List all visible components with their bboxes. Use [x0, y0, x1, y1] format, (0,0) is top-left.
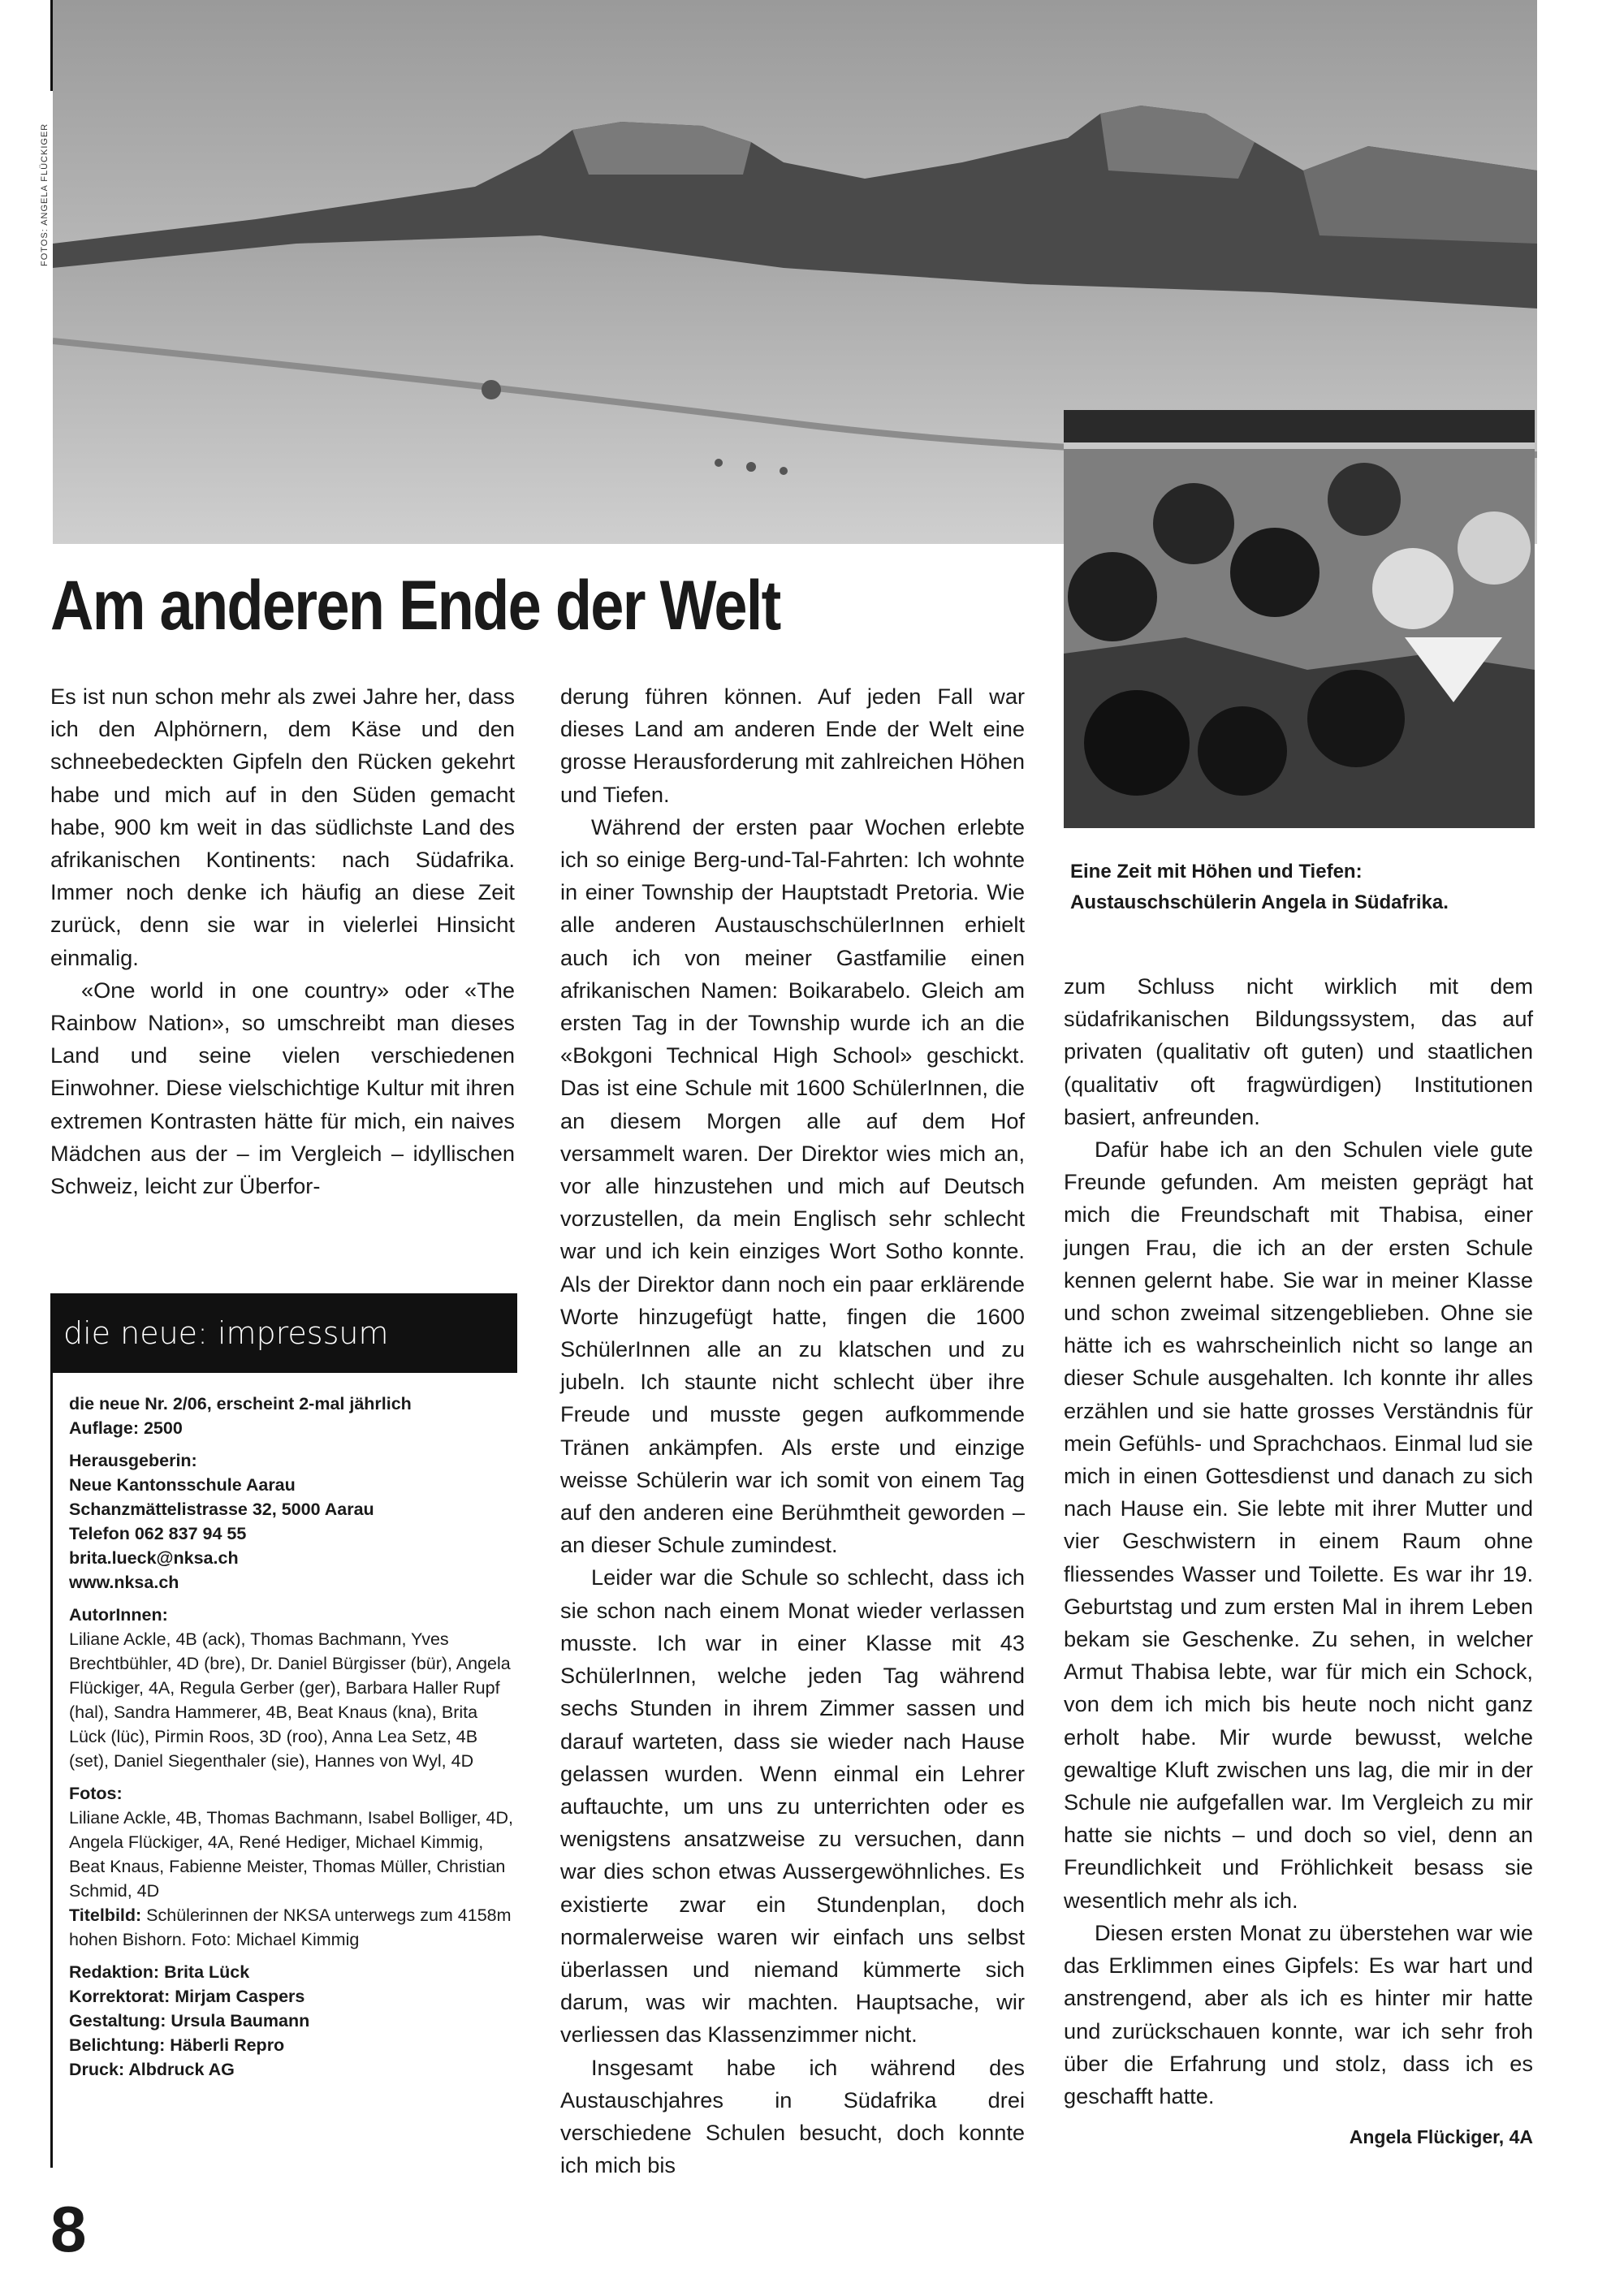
article-column-2 — [560, 680, 1025, 2182]
article-column-1 — [50, 680, 515, 1202]
photo-credit: FOTOS: ANGELA FLÜCKIGER — [40, 123, 50, 266]
impressum-cover: Schülerinnen der NKSA unterwegs zum 4158m hohen Bishorn. Foto: Michael Kimmig — [69, 1905, 512, 1949]
article-column-3 — [1064, 970, 1533, 2153]
impressum-circulation: Auflage: 2500 — [69, 1418, 183, 1438]
caption-line-2: Austauschschülerin Angela in Südafrika. — [1070, 891, 1449, 913]
impressum-cover-label: Titelbild: — [69, 1905, 142, 1925]
impressum-exposure: Belichtung: Häberli Repro — [69, 2035, 285, 2055]
page-number: 8 — [50, 2193, 87, 2265]
impressum-editor: Redaktion: Brita Lück — [69, 1962, 250, 1982]
impressum-photos-label: Fotos: — [69, 1784, 123, 1803]
author-signature: Angela Flückiger, 4A — [1349, 2126, 1533, 2148]
impressum-publisher: Neue Kantonsschule Aarau — [69, 1475, 296, 1495]
section-tag-impressum: die neue: impressum — [50, 1293, 517, 1373]
paragraph: «One world in one country» oder «The Rainbow Nation», so umschreibt man dieses Land und seine vielen verschiedenen Einwohner. Diese vielschichtige Kultur mit ihren extremen Kontrasten hätte für mich, ein naives Mädchen aus der – im Vergleich – idyllischen Schweiz, leicht zur Überfor- — [50, 977, 515, 1199]
impressum-proof: Korrektorat: Mirjam Caspers — [69, 1987, 305, 2006]
impressum-authors-label: AutorInnen: — [69, 1605, 168, 1625]
paragraph: derung führen können. Auf jeden Fall war dieses Land am anderen Ende der Welt eine grosse Herausforderung mit zahlreichen Höhen und Tiefen. — [560, 684, 1025, 807]
article-headline: Am anderen Ende der Welt — [50, 567, 780, 645]
photo-caption — [1070, 857, 1541, 918]
paragraph: Diesen ersten Monat zu überstehen war wie das Erklimmen eines Gipfels: Es war hart und anstrengend, aber als ich es hinter mir hatte und zurückschauen konnte, war ich sehr froh über die Erfahrung und stolz, dass ich es geschafft hatte. — [1064, 1919, 1533, 2108]
impressum-email: brita.lueck@nksa.ch — [69, 1548, 239, 1568]
paragraph: Dafür habe ich an den Schulen viele gute Freunde gefunden. Am meisten geprägt hat mich die Freundschaft mit Thabisa, einer jungen Frau, die ich an der ersten Schule kennen gelernt habe. Sie war in meiner Klasse und schon zweimal sitzengeblieben. Ohne sie hätte ich es wahrscheinlich nicht so lange an dieser Schule ausgehalten. Ich konnte ihr alles erzählen und sie hatte grosses Verständnis für mein Gefühls- und Sprachchaos. Einmal lud sie mich in einen Gottesdienst und danach zu sich nach Hause ein. Sie lebte mit ihrer Mutter und vier Geschwistern in einem Raum ohne fliessendes Wasser und Toilette. Es war ihr 19. Geburtstag und zum ersten Mal in ihrem Leben bekam sie Geschenke. Zu sehen, in welcher Armut Thabisa lebte, war für mich ein Schock, von dem ich mich bis heute noch nicht ganz erholt habe. Mir wurde bewusst, welche gewaltige Kluft zwischen uns lag, die mir in der Schule nie aufgefallen war. Im Vergleich zu mir hatte sie nichts – und doch so viel, denn an Freundlichkeit und Fröhlichkeit besass sie wesentlich mehr als ich. — [1064, 1137, 1533, 1913]
impressum-publisher-label: Herausgeberin: — [69, 1451, 197, 1470]
impressum-design: Gestaltung: Ursula Baumann — [69, 2011, 310, 2031]
impressum-website: www.nksa.ch — [69, 1573, 179, 1592]
paragraph: Leider war die Schule so schlecht, dass ich sie schon nach einem Monat wieder verlassen musste. Ich war in einer Klasse mit 43 SchülerInnen, welche jeden Tag während sechs Stunden in ihrem Zimmer sassen und darauf warteten, dass sie wieder nach Hause gelassen wurden. Wenn einmal ein Lehrer auftauchte, um uns zu unterrichten oder es wenigstens ansatzweise zu versuchen, dann war dies schon etwas Aussergewöhnliches. Es existierte zwar ein Stundenplan, doch normalerweise waren wir einfach uns selbst überlassen und niemand kümmerte sich darum, was wir machten. Hauptsache, wir verliessen das Klassenzimmer nicht. — [560, 1564, 1025, 2048]
paragraph: Es ist nun schon mehr als zwei Jahre her, dass ich den Alphörnern, dem Käse und den schneebedeckten Gipfeln den Rücken gekehrt habe und mich auf in den Süden gemacht habe, 900 km weit in das südlichste Land des afrikanischen Kontinents: nach Südafrika. Immer noch denke ich häufig an diese Zeit zurück, denn sie war in vielerlei Hinsicht einmalig. — [50, 684, 515, 970]
impressum-photos: Liliane Ackle, 4B, Thomas Bachmann, Isabel Bolliger, 4D, Angela Flückiger, 4A, René Hediger, Michael Kimmig, Beat Knaus, Fabienne Meister, Thomas Müller, Christian Schmid, 4D — [69, 1808, 513, 1901]
impressum-issue: die neue Nr. 2/06, erscheint 2-mal jährlich — [69, 1394, 412, 1413]
paragraph: Insgesamt habe ich während des Austauschjahres in Südafrika drei verschiedene Schulen besucht, doch konnte ich mich bis — [560, 2054, 1025, 2178]
impressum-phone: Telefon 062 837 94 55 — [69, 1524, 247, 1543]
impressum-address: Schanzmättelistrasse 32, 5000 Aarau — [69, 1500, 374, 1519]
impressum-box — [50, 1372, 517, 2168]
paragraph: Während der ersten paar Wochen erlebte ich so einige Berg-und-Tal-Fahrten: Ich wohnte in einer Township der Hauptstadt Pretoria. Wie alle anderen AustauschschülerInnen erhielt auch ich von meiner Gastfamilie einen afrikanischen Namen: Boikarabelo. Gleich am ersten Tag in der Township wurde ich an die «Bokgoni Technical High School» geschickt. Das ist eine Schule mit 1600 SchülerInnen, die an diesem Morgen alle auf dem Hof versammelt waren. Der Direktor wies mich an, vor alle hinzustehen und mich auf Deutsch vorzustellen, da mein Englisch sehr schlecht war und ich kein einziges Wort Sotho konnte. Als der Direktor dann noch ein paar erklärende Worte hinzugefügt hatte, fingen die 1600 SchülerInnen alle an zu klatschen und zu jubeln. Ich staunte nicht schlecht über ihre Freude und musste gegen aufkommende Tränen ankämpfen. Als erste und einzige weisse Schülerin war ich somit von einem Tag auf den anderen eine Berühmtheit geworden – an dieser Schule zumindest. — [560, 814, 1025, 1558]
impressum-authors: Liliane Ackle, 4B (ack), Thomas Bachmann, Yves Brechtbühler, 4D (bre), Dr. Daniel Bürgisser (bür), Angela Flückiger, 4A, Regula Gerber (ger), Barbara Haller Rupf (hal), Sandra Hammerer, 4B, Beat Knaus (kna), Brita Lück (lüc), Pirmin Roos, 3D (roo), Anna Lea Setz, 4B (set), Daniel Siegenthaler (sie), Hannes von Wyl, 4D — [69, 1629, 511, 1771]
impressum-print: Druck: Albdruck AG — [69, 2060, 235, 2079]
caption-line-1: Eine Zeit mit Höhen und Tiefen: — [1070, 861, 1363, 883]
students-photo — [1064, 410, 1535, 828]
paragraph: zum Schluss nicht wirklich mit dem südafrikanischen Bildungssystem, das auf privaten (qualitativ oft guten) und staatlichen (qualitativ oft fragwürdigen) Institutionen basiert, anfreunden. — [1064, 973, 1533, 1129]
